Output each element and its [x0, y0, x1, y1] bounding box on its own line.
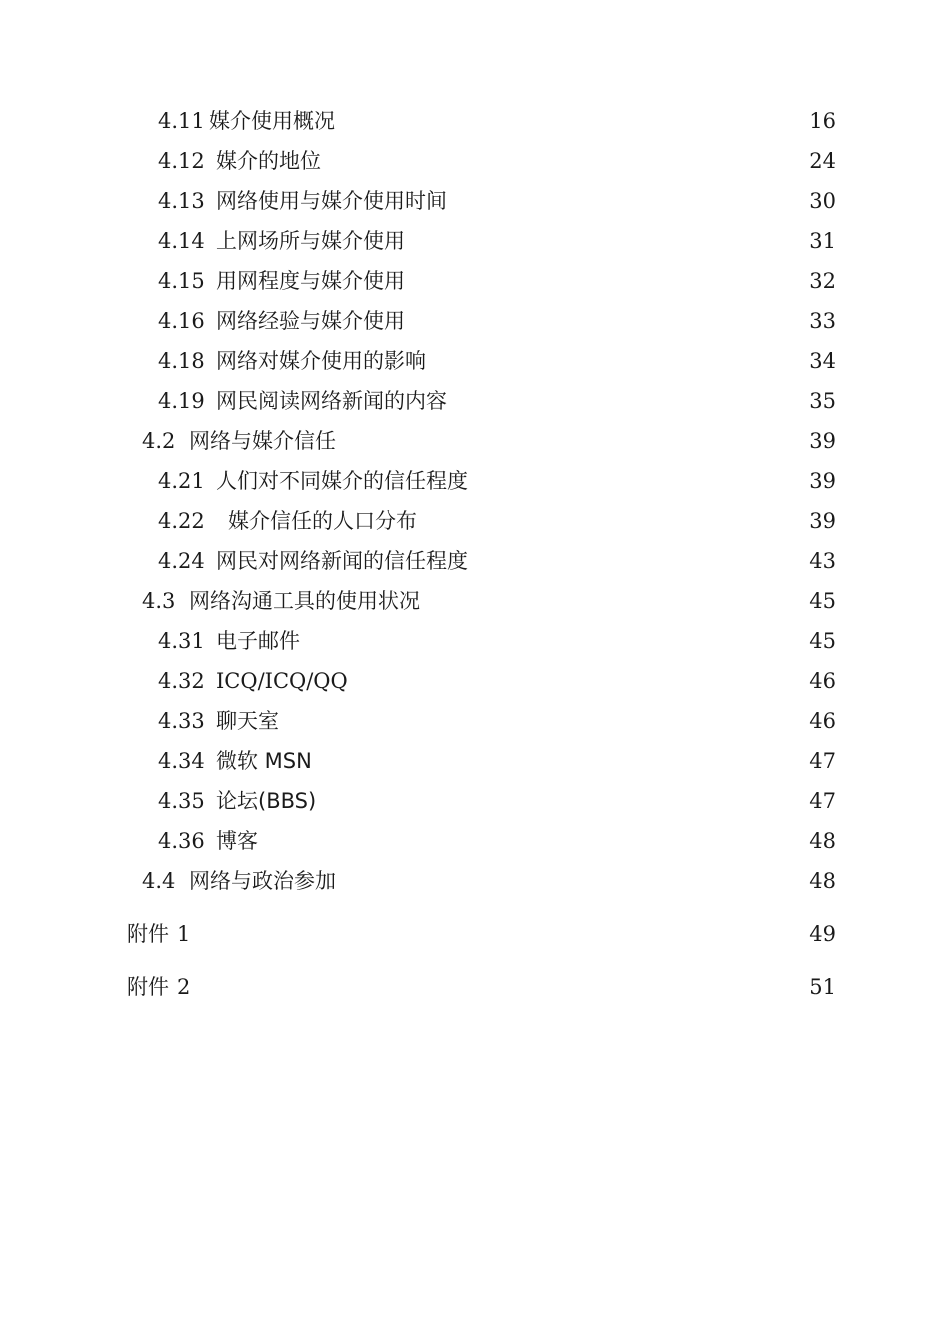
toc-entry-title: 网络对媒介使用的影响	[216, 349, 426, 373]
toc-entry-number: 4.36	[158, 829, 205, 853]
toc-entry-title: 上网场所与媒介使用	[216, 229, 405, 253]
toc-entry-page: 32	[809, 269, 836, 293]
toc-entry-section[interactable]	[0, 586, 950, 616]
toc-entry-number: 4.14	[158, 229, 205, 253]
toc-entry-title: 博客	[216, 829, 258, 853]
toc-entry-page: 49	[809, 922, 836, 946]
toc-entry-number: 4.21	[158, 469, 205, 493]
toc-entry[interactable]	[0, 346, 950, 376]
toc-entry-title: 网络经验与媒介使用	[216, 309, 405, 333]
toc-entry-section[interactable]	[0, 866, 950, 896]
toc-entry-appendix[interactable]	[0, 972, 950, 1002]
toc-entry-title: 聊天室	[216, 709, 279, 733]
toc-entry[interactable]	[0, 706, 950, 736]
toc-entry-page: 43	[809, 549, 836, 573]
toc-entry-page: 30	[809, 189, 836, 213]
toc-entry[interactable]	[0, 146, 950, 176]
toc-entry[interactable]	[0, 106, 950, 136]
toc-entry-page: 46	[809, 669, 836, 693]
toc-entry-title: 媒介使用概况	[209, 109, 335, 133]
toc-entry-appendix[interactable]	[0, 919, 950, 949]
toc-entry-number: 4.13	[158, 189, 205, 213]
toc-entry[interactable]	[0, 226, 950, 256]
toc-entry-page: 39	[809, 429, 836, 453]
toc-entry-number: 4.4	[142, 869, 176, 893]
toc-entry-title: 网络与媒介信任	[189, 429, 336, 453]
toc-entry[interactable]	[0, 266, 950, 296]
toc-entry-number: 4.18	[158, 349, 205, 373]
toc-entry-page: 16	[809, 109, 836, 133]
toc-entry-number: 4.24	[158, 549, 205, 573]
toc-entry-page: 39	[809, 469, 836, 493]
toc-entry-title: 用网程度与媒介使用	[216, 269, 405, 293]
toc-entry-number: 4.32	[158, 669, 205, 693]
toc-entry-page: 24	[809, 149, 836, 173]
toc-entry-page: 31	[809, 229, 836, 253]
toc-entry-number: 4.19	[158, 389, 205, 413]
toc-entry[interactable]	[0, 666, 950, 696]
toc-entry-number: 4.35	[158, 789, 205, 813]
toc-entry-page: 45	[809, 589, 836, 613]
toc-entry-number: 4.33	[158, 709, 205, 733]
toc-entry[interactable]	[0, 186, 950, 216]
toc-entry-number: 4.22	[158, 509, 205, 533]
toc-entry-number: 4.34	[158, 749, 205, 773]
toc-entry-page: 47	[809, 749, 836, 773]
toc-entry-title: 网民对网络新闻的信任程度	[216, 549, 468, 573]
toc-entry-title: 媒介的地位	[216, 149, 321, 173]
toc-entry-title: 附件	[127, 922, 169, 946]
toc-entry-number: 4.11	[158, 109, 205, 133]
toc-entry-number: 4.31	[158, 629, 205, 653]
toc-entry[interactable]	[0, 306, 950, 336]
toc-entry-page: 39	[809, 509, 836, 533]
toc-entry-page: 33	[809, 309, 836, 333]
toc-entry[interactable]	[0, 746, 950, 776]
toc-entry-page: 48	[809, 829, 836, 853]
toc-entry-title: 网络沟通工具的使用状况	[189, 589, 420, 613]
toc-entry-section[interactable]	[0, 426, 950, 456]
toc-entry-title: 网民阅读网络新闻的内容	[216, 389, 447, 413]
toc-entry-title: 媒介信任的人口分布	[228, 509, 417, 533]
toc-entry[interactable]	[0, 826, 950, 856]
toc-entry-page: 34	[809, 349, 836, 373]
toc-entry-page: 35	[809, 389, 836, 413]
toc-entry-number: 1	[177, 922, 191, 946]
toc-entry-title: 论坛(BBS)	[216, 789, 317, 813]
toc-entry-number: 4.15	[158, 269, 205, 293]
toc-entry-page: 45	[809, 629, 836, 653]
toc-entry-number: 4.2	[142, 429, 176, 453]
toc-entry[interactable]	[0, 786, 950, 816]
toc-entry[interactable]	[0, 386, 950, 416]
toc-entry-title: ICQ/ICQ/QQ	[216, 669, 348, 693]
toc-entry[interactable]	[0, 466, 950, 496]
toc-entry-number: 4.3	[142, 589, 176, 613]
toc-entry-title: 网络与政治参加	[189, 869, 336, 893]
toc-entry-title: 附件	[127, 975, 169, 999]
toc-entry-title: 网络使用与媒介使用时间	[216, 189, 447, 213]
toc-entry-number: 2	[177, 975, 191, 999]
toc-entry-title: 人们对不同媒介的信任程度	[216, 469, 468, 493]
toc-entry-number: 4.12	[158, 149, 205, 173]
toc-entry-page: 46	[809, 709, 836, 733]
toc-entry-page: 47	[809, 789, 836, 813]
toc-entry-title: 电子邮件	[216, 629, 300, 653]
toc-entry-page: 48	[809, 869, 836, 893]
toc-entry[interactable]	[0, 506, 950, 536]
toc-entry-page: 51	[809, 975, 836, 999]
toc-entry-title: 微软 MSN	[216, 749, 312, 773]
toc-entry[interactable]	[0, 546, 950, 576]
toc-entry[interactable]	[0, 626, 950, 656]
toc-entry-number: 4.16	[158, 309, 205, 333]
